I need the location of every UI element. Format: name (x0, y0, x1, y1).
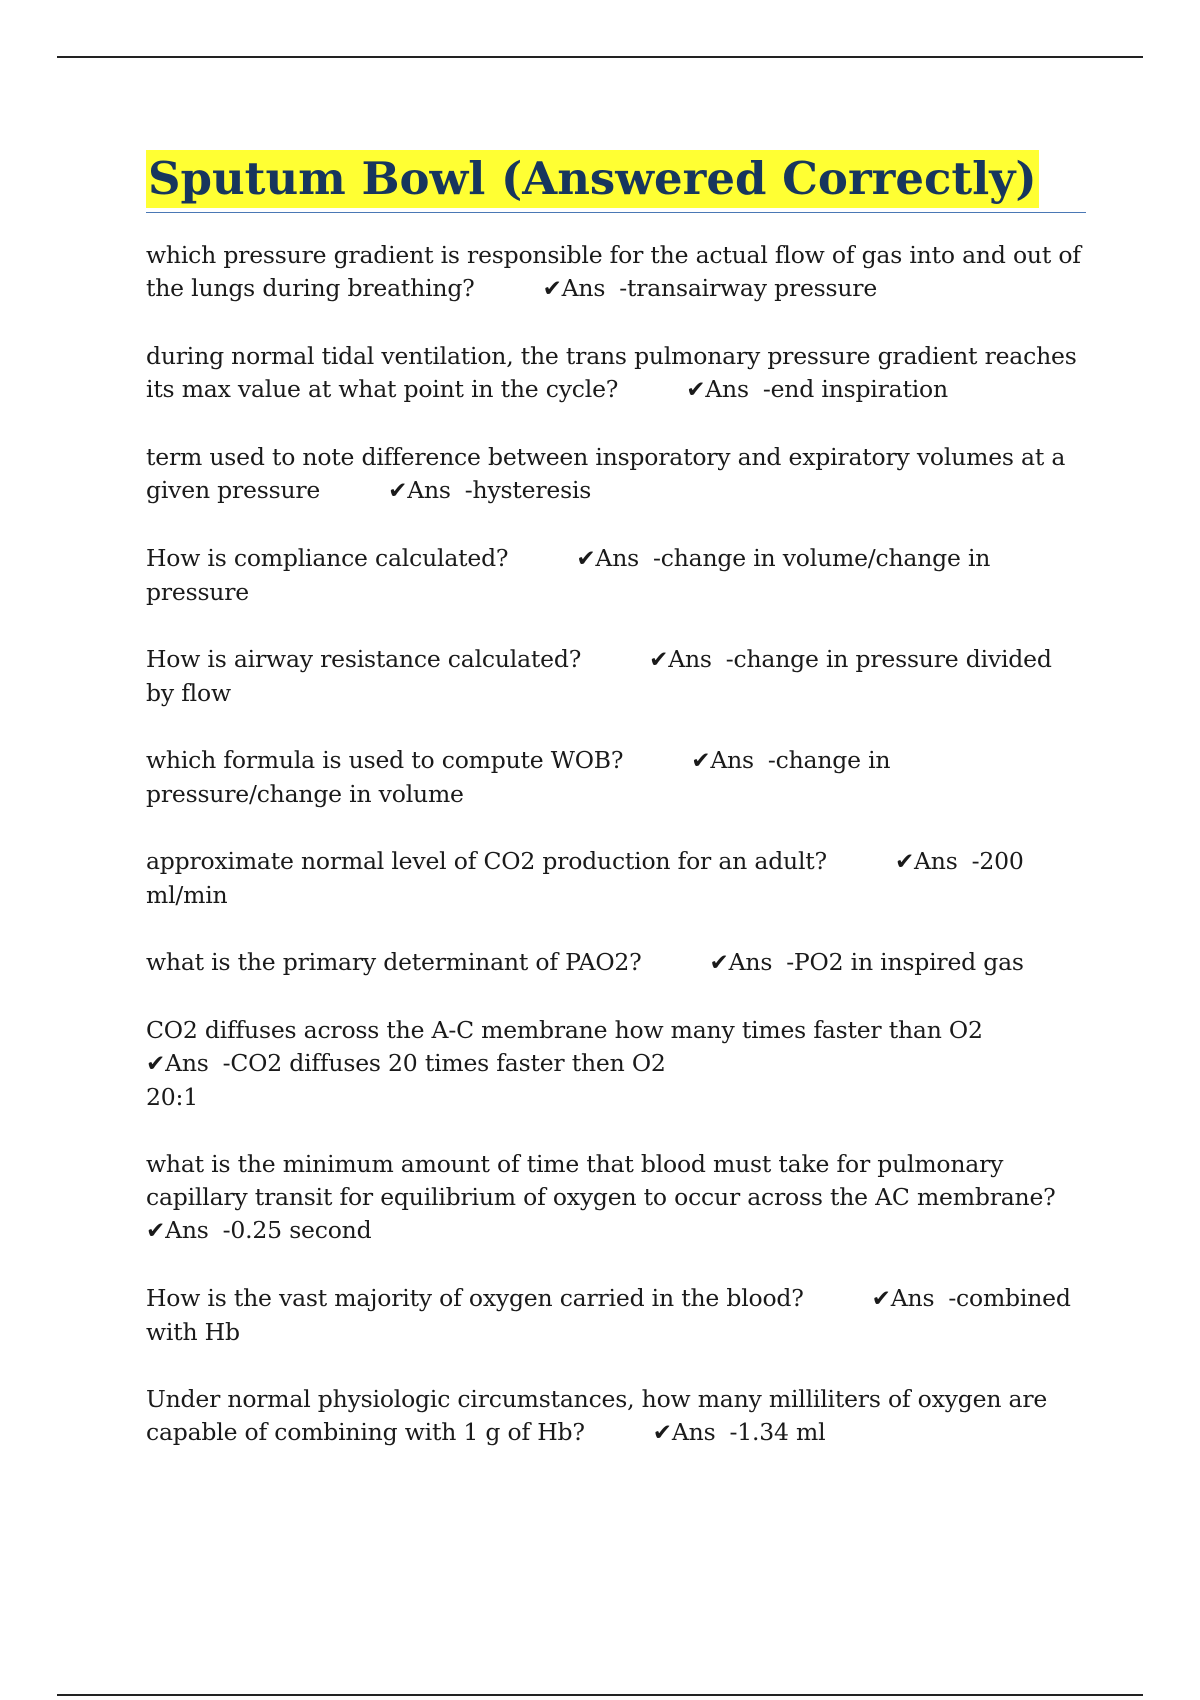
check-mark-icon: ✔ (146, 1051, 166, 1077)
document-body (146, 150, 1086, 1484)
answer-text: -transairway pressure (619, 274, 878, 302)
answer-text: -CO2 diffuses 20 times faster then O2 (222, 1049, 666, 1077)
question-text: CO2 diffuses across the A-C membrane how many times faster than O2 (146, 1016, 983, 1044)
answer-label: Ans (668, 645, 712, 673)
answer-label: Ans (595, 544, 639, 572)
question-text: Under normal physiologic circumstances, how many milliliters of oxygen are capable of combining with 1 g of Hb? (146, 1385, 1048, 1446)
answer-label: Ans (407, 476, 451, 504)
answer-label: Ans (561, 274, 606, 302)
answer-label: Ans (710, 746, 754, 774)
answer-text: -hysteresis (464, 476, 592, 504)
qa-item (146, 845, 1086, 912)
qa-item (146, 542, 1086, 609)
qa-item (146, 946, 1086, 980)
answer-text: -1.34 ml (729, 1418, 826, 1446)
qa-item (146, 1148, 1086, 1248)
answer-text: -end inspiration (762, 375, 948, 403)
answer-label: Ans (728, 948, 773, 976)
question-text: which formula is used to compute WOB? (146, 746, 624, 774)
answer-text: -0.25 second (222, 1216, 372, 1244)
title-block (146, 150, 1086, 213)
check-mark-icon: ✔ (871, 1286, 891, 1312)
question-text: what is the primary determinant of PAO2? (146, 948, 642, 976)
check-mark-icon: ✔ (709, 950, 729, 976)
question-text: approximate normal level of CO2 production for an adult? (146, 847, 827, 875)
answer-label: Ans (914, 847, 958, 875)
question-text: which pressure gradient is responsible for the actual flow of gas into and out of the lungs during breathing? (146, 241, 1081, 302)
check-mark-icon: ✔ (388, 478, 408, 504)
qa-item (146, 643, 1086, 710)
qa-list (146, 239, 1086, 1450)
answer-text: -change in pressure divided by flow (146, 645, 1052, 707)
answer-text: -200 ml/min (146, 847, 1024, 909)
question-text: term used to note difference between insporatory and expiratory volumes at a given pressure (146, 443, 1066, 504)
check-mark-icon: ✔ (691, 748, 711, 774)
check-mark-icon: ✔ (542, 276, 562, 302)
answer-label: Ans (890, 1284, 935, 1312)
answer-text: -change in volume/change in pressure (146, 544, 991, 606)
answer-label: Ans (165, 1049, 209, 1077)
question-text: How is compliance calculated? (146, 544, 509, 572)
answer-label: Ans (165, 1216, 209, 1244)
check-mark-icon: ✔ (652, 1420, 672, 1446)
answer-text: -combined with Hb (146, 1284, 1071, 1346)
question-text: during normal tidal ventilation, the trans pulmonary pressure gradient reaches its max value at what point in the cycle? (146, 342, 1077, 403)
answer-text: -PO2 in inspired gas (786, 948, 1024, 976)
check-mark-icon: ✔ (649, 647, 669, 673)
check-mark-icon: ✔ (576, 546, 596, 572)
check-mark-icon: ✔ (686, 377, 706, 403)
qa-item (146, 340, 1086, 407)
question-text: How is the vast majority of oxygen carried in the blood? (146, 1284, 804, 1312)
qa-item (146, 1282, 1086, 1349)
qa-item (146, 1014, 1086, 1114)
qa-item (146, 441, 1086, 508)
qa-item (146, 744, 1086, 811)
qa-item (146, 1383, 1086, 1450)
check-mark-icon: ✔ (146, 1218, 166, 1244)
question-text: How is airway resistance calculated? (146, 645, 582, 673)
answer-text: -change in pressure/change in volume (146, 746, 891, 808)
answer-label: Ans (671, 1418, 716, 1446)
answer-extra: 20:1 (146, 1083, 198, 1111)
question-text: what is the minimum amount of time that blood must take for pulmonary capillary transit for equilibrium of oxygen to occur across the AC membrane? (146, 1150, 1056, 1211)
answer-label: Ans (705, 375, 749, 403)
document-title: Sputum Bowl (Answered Correctly) (146, 150, 1039, 208)
qa-item (146, 239, 1086, 306)
check-mark-icon: ✔ (894, 849, 915, 875)
bottom-rule (57, 1694, 1143, 1696)
top-rule (57, 56, 1143, 58)
